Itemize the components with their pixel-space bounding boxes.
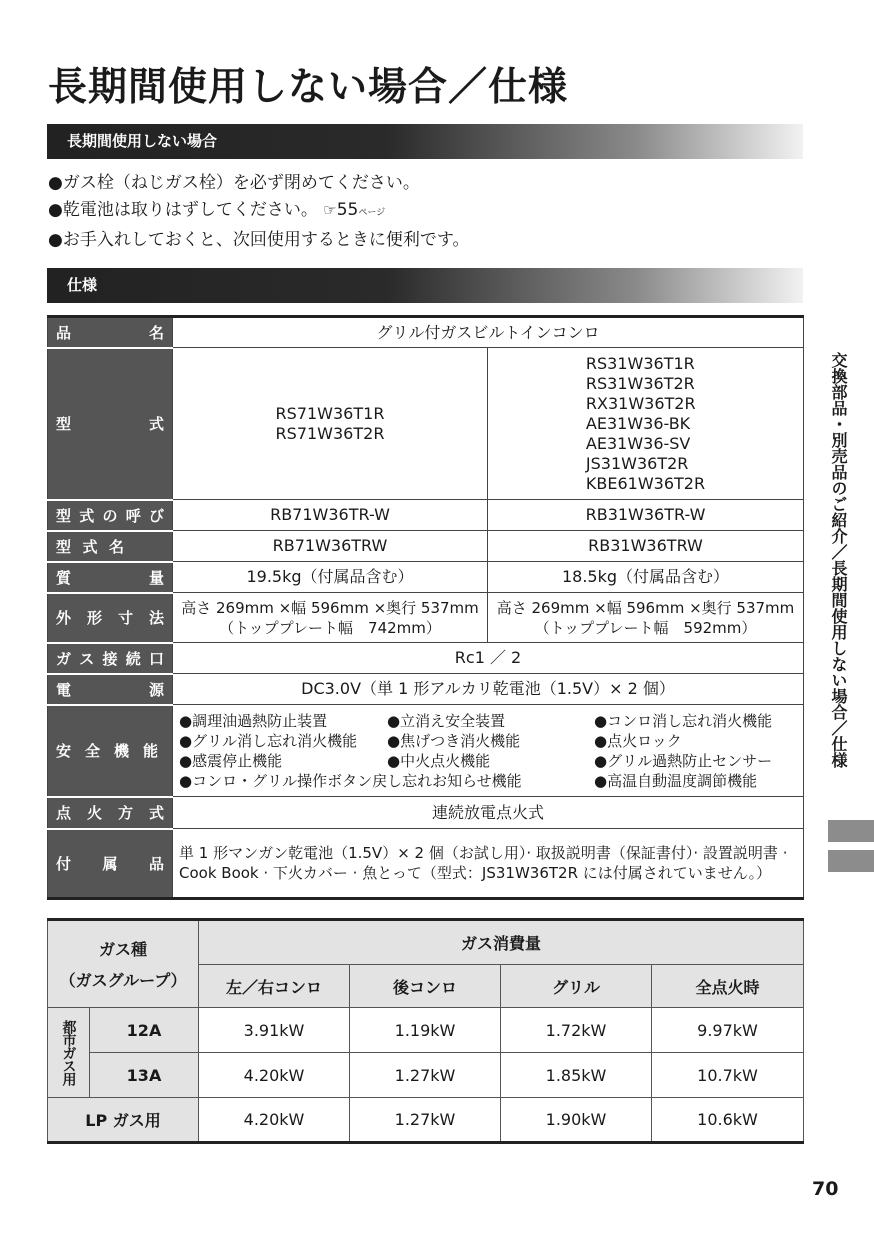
table-row — [48, 500, 804, 531]
product-name-value: グリル付ガスビルトインコンロ — [173, 317, 804, 348]
row-label: 電 源 — [48, 674, 173, 705]
table-row — [48, 531, 804, 562]
table-row — [48, 1008, 804, 1053]
model-name-col1: RB71W36TRW — [173, 531, 488, 562]
row-label: 品 名 — [48, 317, 173, 348]
mass-col2: 18.5kg（付属品含む） — [488, 562, 804, 593]
table-row — [48, 1053, 804, 1098]
table-row — [48, 797, 804, 829]
safety-features: ●調理油過熱防止装置 ●立消え安全装置 ●コンロ消し忘れ消火機能 ●グリル消し忘れ消火機能 ●焦げつき消火機能 ●点火ロック ●感震停止機能 ●中火点火機能 ●グリル過熱防止センサー ●コンロ・グリル操作ボタン戻し忘れお知らせ機能 ●高温自動温度調節機能 — [173, 705, 804, 797]
row-label: 型 式 の 呼 び — [48, 500, 173, 531]
gas-consumption-table — [47, 918, 804, 1144]
table-cell: 10.6kW — [652, 1098, 804, 1143]
mass-col1: 19.5kg（付属品含む） — [173, 562, 488, 593]
table-row — [48, 562, 804, 593]
page-ref[interactable]: 55 — [336, 200, 359, 220]
model-col2: RS31W36T1R RS31W36T2R RX31W36T2R AE31W36-BK AE31W36-SV JS31W36T2R KBE61W36T2R — [488, 348, 804, 500]
consumption-header: ガス消費量 — [199, 920, 804, 965]
table-row — [48, 348, 804, 500]
dimensions-col2: 高さ 269mm ×幅 596mm ×奥行 537mm （トッププレート幅 592mm） — [488, 593, 804, 643]
table-cell: 4.20kW — [199, 1053, 350, 1098]
table-row — [48, 1098, 804, 1143]
bullet-list — [48, 170, 469, 254]
side-index-tab: 交換部品・別売品のご紹介／長期間使用しない場合／仕様 — [829, 352, 848, 768]
table-cell: 1.19kW — [350, 1008, 501, 1053]
bullet-item: ●乾電池は取りはずしてください。 ☞55ページ — [48, 200, 386, 220]
table-cell: 1.90kW — [501, 1098, 652, 1143]
row-label: 型 式 名 — [48, 531, 173, 562]
ignition-value: 連続放電点火式 — [173, 797, 804, 829]
page-ref-suffix: ページ — [358, 208, 386, 218]
row-label: 外 形 寸 法 — [48, 593, 173, 643]
city-gas-label: 都市ガス用 — [48, 1008, 90, 1098]
pointing-hand-icon: ☞ — [323, 201, 337, 219]
column-header: 全点火時 — [652, 965, 804, 1008]
dimensions-col1: 高さ 269mm ×幅 596mm ×奥行 537mm （トッププレート幅 742mm） — [173, 593, 488, 643]
model-call-col2: RB31W36TR-W — [488, 500, 804, 531]
table-cell: 10.7kW — [652, 1053, 804, 1098]
table-row — [48, 705, 804, 797]
section-heading-long-term: 長期間使用しない場合 — [47, 124, 803, 159]
accessories-value: 単 1 形マンガン乾電池（1.5V）× 2 個（お試し用）· 取扱説明書（保証書付）· 設置説明書 · Cook Book · 下火カバー · 魚とって（型式：JS31W36T2R には付属されていません。） — [173, 829, 804, 899]
table-cell: 1.72kW — [501, 1008, 652, 1053]
model-call-col1: RB71W36TR-W — [173, 500, 488, 531]
page-number: 70 — [812, 1178, 839, 1200]
table-row — [48, 317, 804, 348]
gas-group: LP ガス用 — [48, 1098, 199, 1143]
row-label: ガ ス 接 続 口 — [48, 643, 173, 674]
table-row — [48, 920, 804, 965]
table-cell: 1.27kW — [350, 1098, 501, 1143]
index-tab-marker — [828, 820, 874, 842]
bullet-item: ●お手入れしておくと、次回使用するときに便利です。 — [48, 230, 470, 250]
table-cell: 1.85kW — [501, 1053, 652, 1098]
spec-table — [47, 315, 804, 900]
power-value: DC3.0V（単 1 形アルカリ乾電池（1.5V）× 2 個） — [173, 674, 804, 705]
page-title: 長期間使用しない場合／仕様 — [48, 65, 569, 110]
gas-group: 12A — [90, 1008, 199, 1053]
column-header: 後コンロ — [350, 965, 501, 1008]
table-cell: 1.27kW — [350, 1053, 501, 1098]
row-label: 型 式 — [48, 348, 173, 500]
model-col1: RS71W36T1R RS71W36T2R — [173, 348, 488, 500]
row-label: 安 全 機 能 — [48, 705, 173, 797]
table-cell: 9.97kW — [652, 1008, 804, 1053]
index-tab-marker — [828, 850, 874, 872]
table-row — [48, 593, 804, 643]
table-row — [48, 643, 804, 674]
table-row — [48, 829, 804, 899]
model-name-col2: RB31W36TRW — [488, 531, 804, 562]
row-label: 点 火 方 式 — [48, 797, 173, 829]
column-header: 左／右コンロ — [199, 965, 350, 1008]
gas-connection-value: Rc1 ／ 2 — [173, 643, 804, 674]
gas-type-header: ガス種 （ガスグループ） — [48, 920, 199, 1008]
table-row — [48, 674, 804, 705]
table-cell: 3.91kW — [199, 1008, 350, 1053]
gas-group: 13A — [90, 1053, 199, 1098]
row-label: 付 属 品 — [48, 829, 173, 899]
row-label: 質 量 — [48, 562, 173, 593]
table-cell: 4.20kW — [199, 1098, 350, 1143]
column-header: グリル — [501, 965, 652, 1008]
section-heading-spec: 仕様 — [47, 268, 803, 303]
bullet-item: ●ガス栓（ねじガス栓）を必ず閉めてください。 — [48, 173, 420, 193]
